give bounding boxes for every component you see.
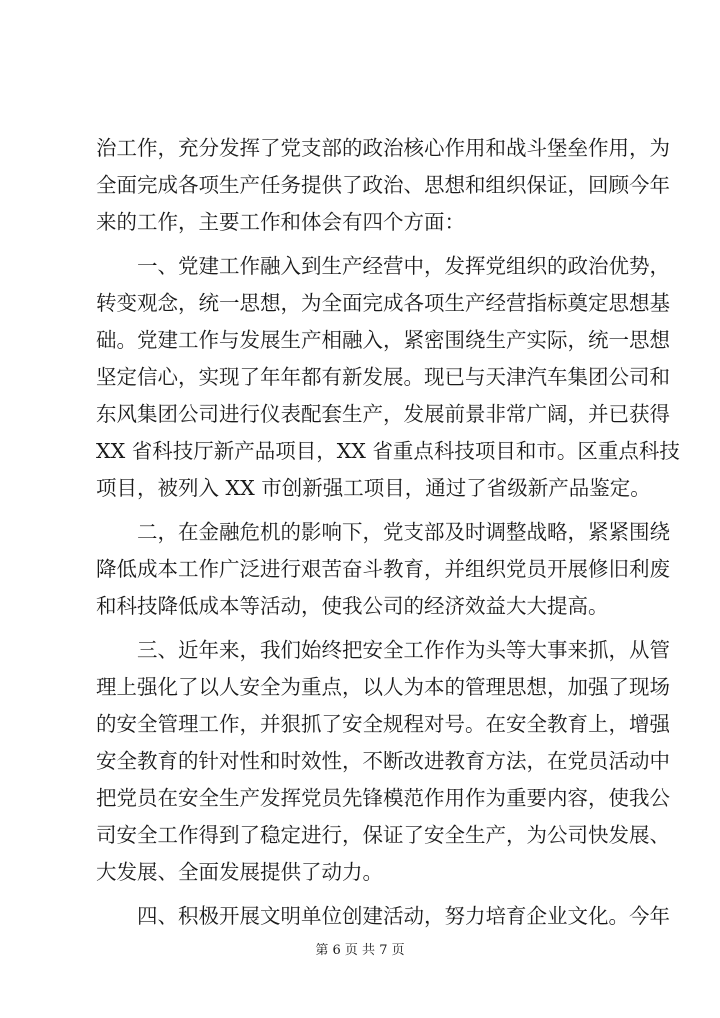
text-line: 大发展、全面发展提供了动力。 [96, 860, 383, 884]
paragraph [96, 130, 670, 241]
text-line: 理上强化了以人安全为重点，以人为本的管理思想，加强了现场 [96, 675, 670, 699]
text-line: 司安全工作得到了稳定进行，保证了安全生产，为公司快发展、 [96, 823, 670, 847]
text-line: 项目，被列入 XX 市创新强工项目，通过了省级新产品鉴定。 [96, 476, 651, 500]
text-line: 和科技降低成本等活动，使我公司的经济效益大大提高。 [96, 594, 609, 618]
text-line: 的安全管理工作，并狠抓了安全规程对号。在安全教育上，增强 [96, 712, 670, 736]
text-line: 东风集团公司进行仪表配套生产，发展前景非常广阔，并已获得 [96, 402, 670, 426]
text-line: 坚定信心，实现了年年都有新发展。现已与天津汽车集团公司和 [96, 365, 670, 389]
paragraph [96, 248, 680, 507]
paragraph [96, 632, 670, 891]
text-line: 把党员在安全生产发挥党员先锋模范作用作为重要内容，使我公 [96, 786, 670, 810]
text-line: 降低成本工作广泛进行艰苦奋斗教育，并组织党员开展修旧利废 [96, 557, 670, 581]
text-line: 础。党建工作与发展生产相融入，紧密围绕生产实际，统一思想 [96, 328, 670, 352]
page-footer: 第 6 页 共 7 页 [315, 943, 405, 958]
text-line: 治工作，充分发挥了党支部的政治核心作用和战斗堡垒作用，为 [96, 136, 670, 160]
text-line: XX 省科技厅新产品项目，XX 省重点科技项目和市。区重点科技 [96, 439, 680, 463]
paragraph [96, 898, 670, 935]
body-text [96, 130, 680, 935]
text-line: 二，在金融危机的影响下，党支部及时调整战略，紧紧围绕 [137, 520, 670, 544]
text-line: 四、积极开展文明单位创建活动，努力培育企业文化。今年 [137, 904, 670, 928]
text-line: 转变观念，统一思想，为全面完成各项生产经营指标奠定思想基 [96, 291, 670, 315]
text-line: 三、近年来，我们始终把安全工作作为头等大事来抓，从管 [137, 638, 670, 662]
paragraph [96, 514, 670, 625]
text-line: 全面完成各项生产任务提供了政治、思想和组织保证，回顾今年 [96, 173, 670, 197]
text-line: 一、党建工作融入到生产经营中，发挥党组织的政治优势， [137, 254, 670, 278]
text-line: 来的工作，主要工作和体会有四个方面： [96, 210, 465, 234]
text-line: 安全教育的针对性和时效性，不断改进教育方法，在党员活动中 [96, 749, 670, 773]
